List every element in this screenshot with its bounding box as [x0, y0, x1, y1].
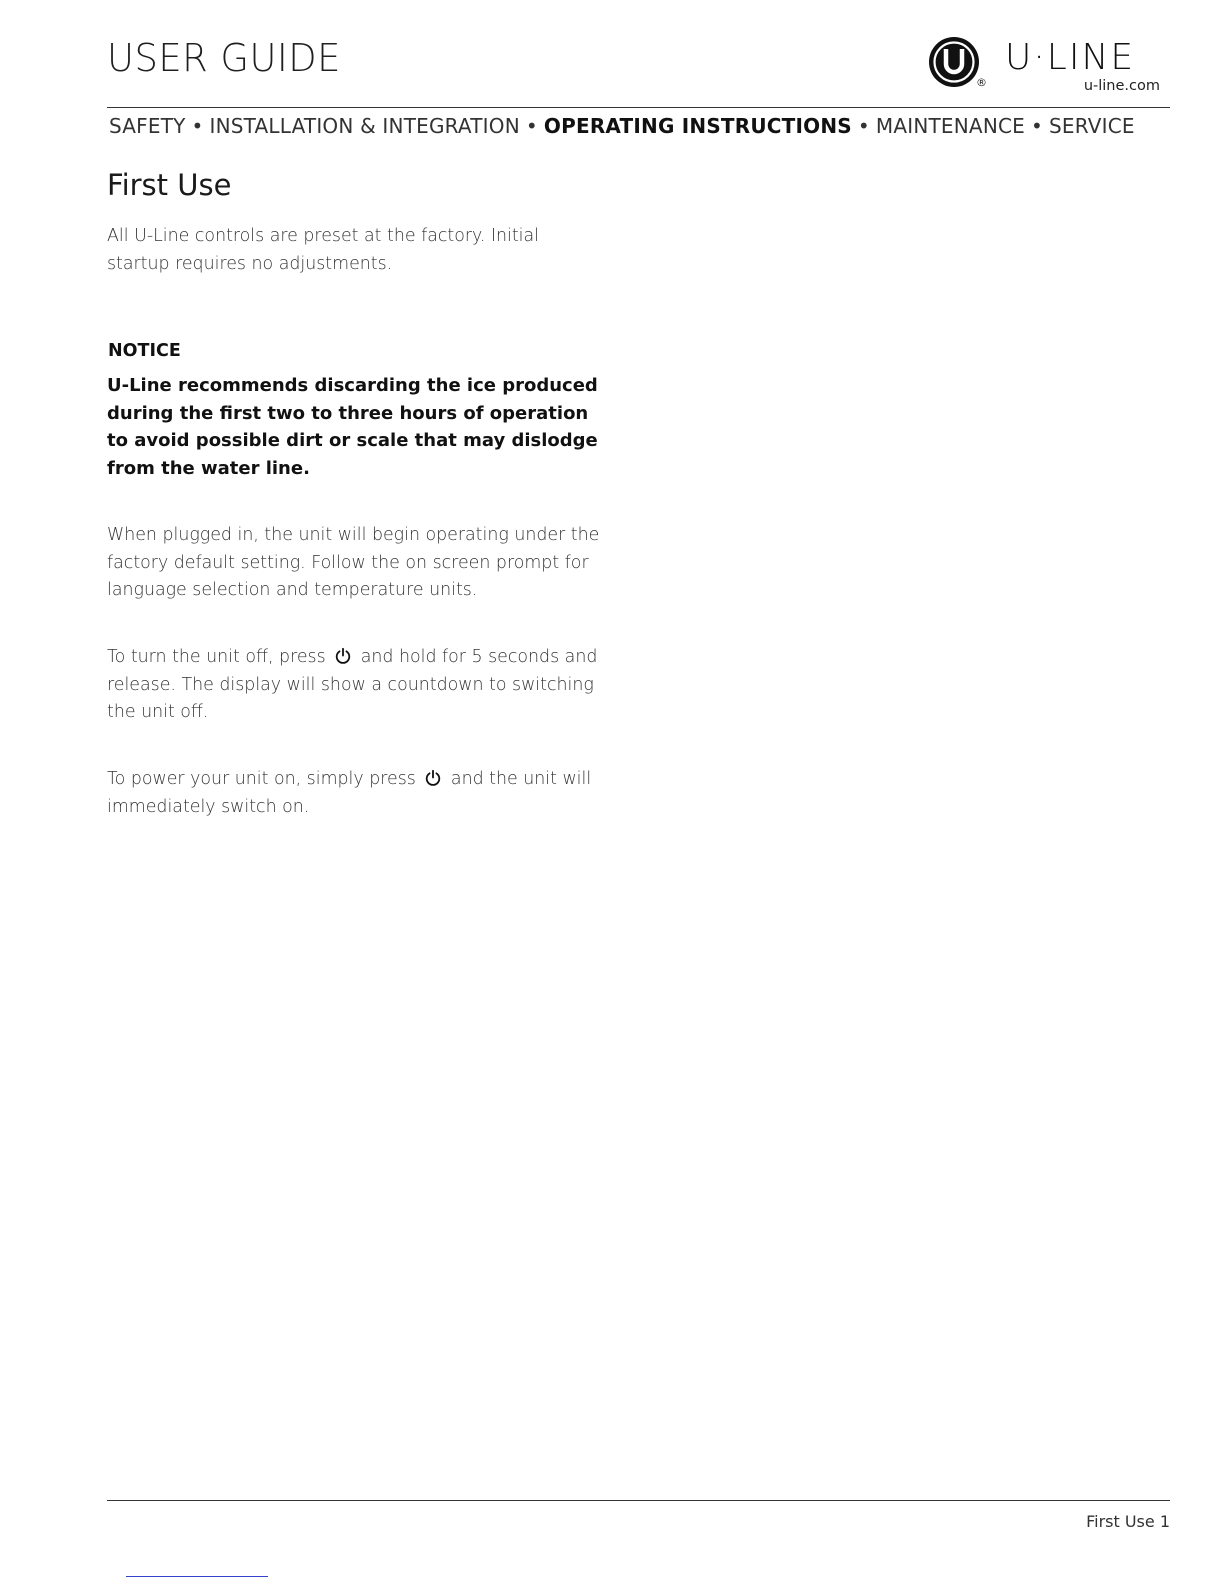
turn-off-paragraph [107, 644, 607, 727]
nav-item-operating-instructions[interactable]: OPERATING INSTRUCTIONS [543, 114, 852, 138]
power-on-text-after: and the unit will immediately switch on. [107, 769, 592, 817]
power-icon [424, 769, 442, 787]
header-divider [107, 107, 1170, 108]
logo-url[interactable]: u-line.com [1083, 78, 1160, 94]
registered-mark: ® [976, 76, 987, 89]
notice-body: U-Line recommends discarding the ice produced during the first two to three hours of operation to avoid possible dirt or scale that may dislodge from the water line. [107, 375, 598, 479]
nav-separator: • [857, 114, 870, 138]
notice-heading: NOTICE [108, 341, 181, 361]
section-nav [109, 114, 1172, 138]
nav-item-safety[interactable]: SAFETY [109, 114, 186, 138]
logo-wordmark: U·LINE [1005, 37, 1136, 78]
nav-separator: • [1030, 114, 1043, 138]
nav-separator: • [191, 114, 204, 138]
nav-separator: • [525, 114, 538, 138]
turn-off-text-before: To turn the unit off, press [107, 647, 326, 667]
document-title: USER GUIDE [107, 36, 341, 80]
intro-paragraph: All U-Line controls are preset at the factory. Initial startup requires no adjustments. [107, 226, 540, 274]
nav-item-service[interactable]: SERVICE [1048, 114, 1135, 138]
section-title: First Use [107, 168, 232, 202]
u-line-logo-icon [927, 35, 981, 89]
page-footer-label: First Use 1 [1086, 1512, 1170, 1531]
footer-link-underline[interactable] [126, 1576, 268, 1577]
nav-item-installation[interactable]: INSTALLATION & INTEGRATION [209, 114, 520, 138]
nav-item-maintenance[interactable]: MAINTENANCE [875, 114, 1025, 138]
power-on-paragraph [107, 766, 607, 821]
turn-off-text-after: and hold for 5 seconds and release. The display will show a countdown to switching the unit off. [107, 647, 598, 722]
power-on-text-before: To power your unit on, simply press [107, 769, 416, 789]
plugged-in-paragraph: When plugged in, the unit will begin operating under the factory default setting. Follow the on screen prompt for language selection and temperature units. [107, 525, 600, 600]
power-icon [334, 647, 352, 665]
footer-divider [107, 1500, 1170, 1501]
u-line-logo[interactable] [927, 35, 1167, 97]
